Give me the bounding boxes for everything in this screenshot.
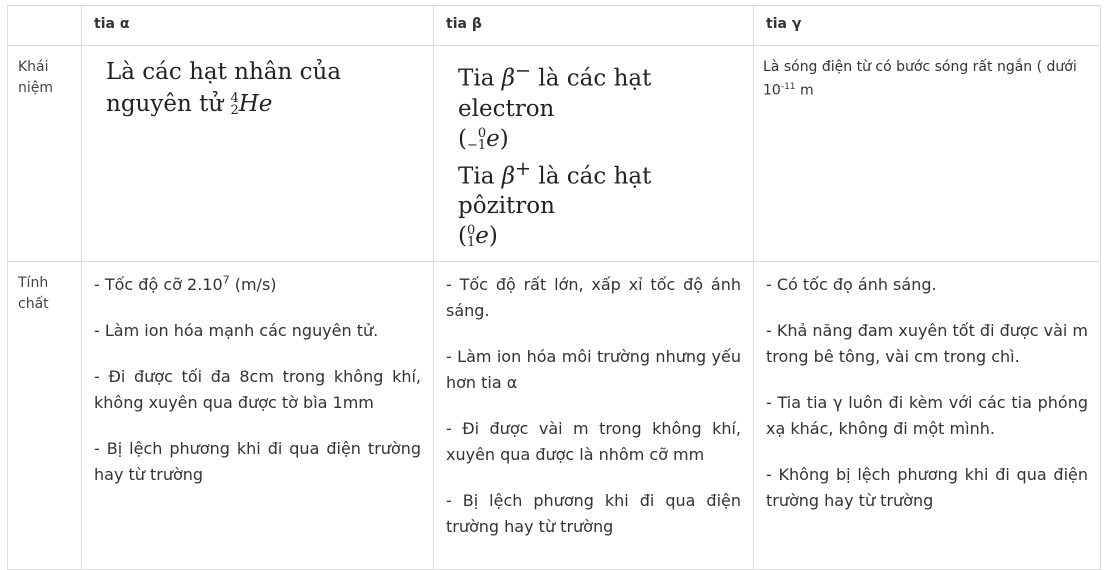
alpha-speed-unit: (m/s) [229,275,277,295]
beta-plus-sign: + [515,156,532,180]
comparison-table [7,5,1101,570]
beta-speed: - Tốc độ rất lớn, xấp xỉ tốc độ ánh sáng. [446,275,741,321]
header-row [8,6,1101,46]
alpha-properties-cell [82,262,434,570]
alpha-deflection: - Bị lệch phương khi đi qua điện trường hay từ trường [94,439,421,485]
alpha-ionization: - Làm ion hóa mạnh các nguyên tử. [94,321,379,341]
electron-mass-number: 0 [477,125,487,141]
alpha-concept-line1: Là các hạt nhân của [106,59,342,85]
alpha-speed-exponent: 7 [222,273,230,287]
gamma-wavelength-exponent: -11 [780,82,796,92]
helium-mass-number: 4 [230,91,239,106]
positron-mass-number: 0 [466,223,476,239]
beta-concept-cell [434,46,754,262]
beta-plus-line [458,154,729,222]
gamma-accompanies: - Tia tia γ luôn đi kèm với các tia phóng xạ khác, không đi một mình. [766,393,1088,439]
header-gamma: tia γ [754,6,1101,46]
alpha-concept-cell [82,46,434,262]
alpha-concept-text: nguyên tử [106,91,231,117]
gamma-wavelength-unit: m [795,82,814,99]
beta-plus-symbol: β [501,163,516,190]
positron-notation: ( 0 1 e) [458,223,498,251]
beta-penetration: - Đi được vài m trong không khí, xuyên qua được là nhôm cỡ mm [446,419,741,465]
gamma-penetration: - Khả năng đam xuyên tốt đi được vài m trong bê tông, vài cm trong chì. [766,321,1088,367]
header-alpha: tia α [82,6,434,46]
electron-symbol: e [486,125,500,152]
positron-symbol: e [475,223,489,250]
gamma-concept-cell [754,46,1101,262]
electron-indices [466,125,487,153]
beta-properties-cell [434,262,754,570]
header-empty [8,6,82,46]
alpha-speed [94,272,421,298]
alpha-speed-text: - Tốc độ cỡ 2.10 [94,275,223,295]
beta-minus-symbol: β [501,65,516,92]
helium-symbol: He [238,91,273,117]
alpha-concept-line2 [106,88,409,120]
electron-atomic-number: −1 [466,137,487,153]
electron-notation: ( 0 −1 e) [458,125,509,153]
beta-minus-sign: − [515,59,532,82]
helium-nuclide-indices [230,93,238,117]
beta-minus-suffix: là các hạt electron [458,65,652,122]
beta-deflection: - Bị lệch phương khi đi qua điện trường hay từ trường [446,491,741,537]
row-tinh-chat [8,262,1101,570]
beta-minus-line [458,56,729,124]
gamma-concept-text: Là sóng điện từ có bước sóng rất ngắn ( dưới 10 [763,59,1077,99]
beta-minus-prefix: Tia [458,65,502,92]
alpha-penetration: - Đi được tối đa 8cm trong không khí, không xuyên qua được tờ bìa 1mm [94,367,421,413]
beta-plus-prefix: Tia [458,163,502,190]
row-label-khai-niem: Khái niệm [8,46,82,262]
beta-plus-suffix: là các hạt pôzitron [458,163,652,220]
header-beta: tia β [434,6,754,46]
beta-ionization: - Làm ion hóa môi trường nhưng yếu hơn tia α [446,347,741,393]
row-khai-niem [8,46,1101,262]
gamma-deflection: - Không bị lệch phương khi đi qua điện trường hay từ trường [766,465,1088,511]
positron-atomic-number: 1 [466,235,476,251]
helium-atomic-number: 2 [230,103,239,118]
row-label-tinh-chat: Tính chất [8,262,82,570]
gamma-properties-cell [754,262,1101,570]
gamma-speed: - Có tốc đọ ánh sáng. [766,275,937,295]
